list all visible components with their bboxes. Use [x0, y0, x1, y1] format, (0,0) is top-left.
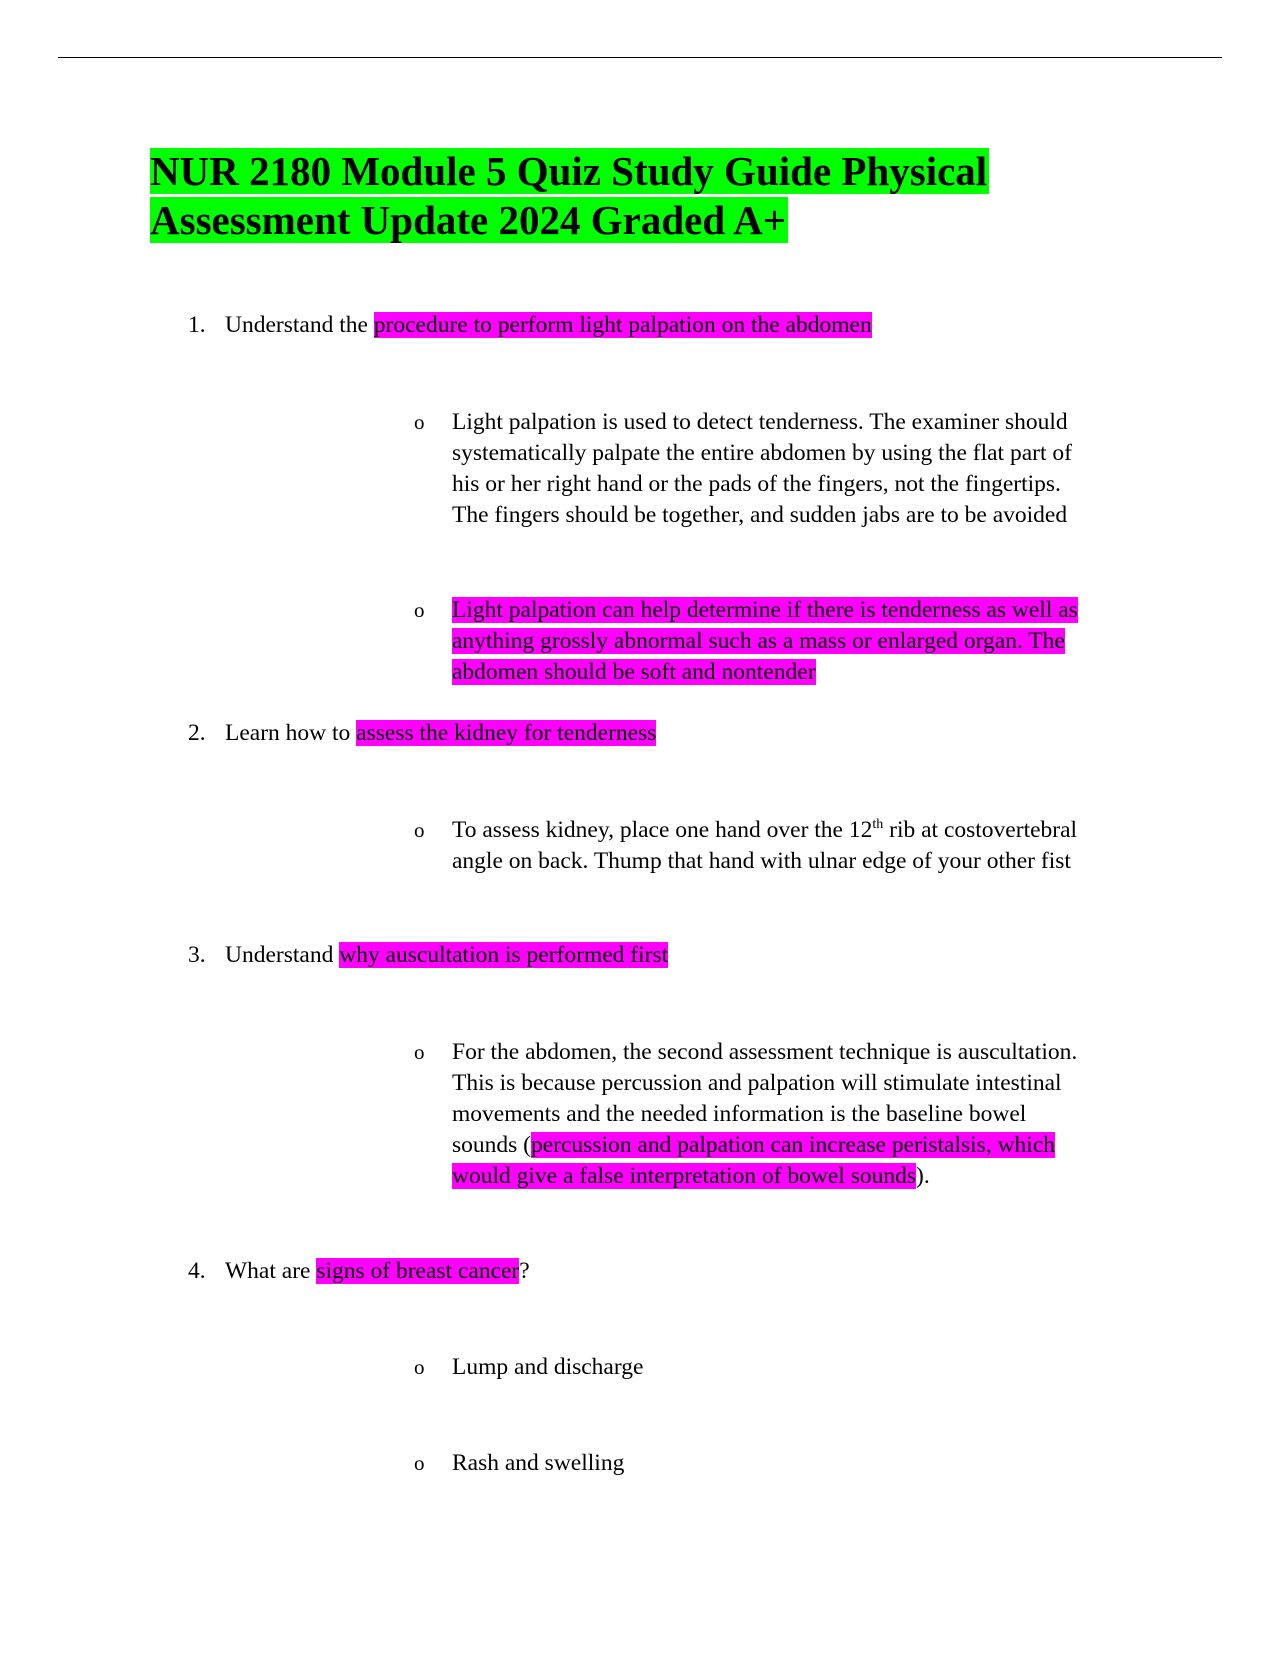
header-rule [58, 57, 1222, 58]
question-highlight: procedure to perform light palpation on the abdomen [373, 312, 872, 338]
question-text: What are [225, 1258, 317, 1284]
bullet-text [452, 1448, 1142, 1479]
question-text: Understand the [225, 312, 374, 338]
question-highlight: why auscultation is performed first [339, 942, 669, 968]
question-number: 1. [188, 312, 206, 338]
bullet-line: sounds (percussion and palpation can increase peristalsis, which [452, 1132, 1056, 1158]
bullet-icon: o [414, 1355, 425, 1379]
question-suffix: ? [519, 1258, 530, 1284]
bullet-line: Light palpation is used to detect tenderness. The examiner should [452, 409, 1068, 435]
question-4 [188, 1256, 530, 1287]
bullet-icon: o [414, 410, 425, 434]
bullet-icon: o [414, 818, 425, 842]
question-number: 2. [188, 720, 206, 746]
bullet-line: anything grossly abnormal such as a mass or enlarged organ. The [452, 628, 1065, 654]
question-3 [188, 940, 668, 971]
bullet-line: abdomen should be soft and nontender [452, 659, 816, 685]
question-number: 4. [188, 1258, 206, 1284]
bullet-line: angle on back. Thump that hand with ulnar edge of your other fist [452, 848, 1071, 874]
title-line-1: NUR 2180 Module 5 Quiz Study Guide Physical [150, 148, 988, 194]
bullet-line: would give a false interpretation of bowel sounds). [452, 1163, 930, 1189]
bullet-line: This is because percussion and palpation will stimulate intestinal [452, 1070, 1062, 1096]
bullet-icon: o [414, 1451, 425, 1475]
bullet-text [452, 407, 1142, 531]
bullet-text [452, 1352, 1142, 1383]
bullet-text [452, 1037, 1142, 1192]
bullet-icon: o [414, 1040, 425, 1064]
bullet-text [452, 595, 1142, 688]
bullet-line: To assess kidney, place one hand over the 12th rib at costovertebral [452, 817, 1078, 843]
bullet-line: Lump and discharge [452, 1354, 644, 1380]
bullet-line: Rash and swelling [452, 1450, 625, 1476]
bullet-line: For the abdomen, the second assessment technique is auscultation. [452, 1039, 1078, 1065]
bullet-line: systematically palpate the entire abdomen by using the flat part of [452, 440, 1072, 466]
bullet-line: The fingers should be together, and sudden jabs are to be avoided [452, 502, 1068, 528]
question-2 [188, 718, 656, 749]
page-title [150, 147, 989, 245]
bullet-icon: o [414, 598, 425, 622]
question-text: Understand [225, 942, 340, 968]
question-number: 3. [188, 942, 206, 968]
bullet-line: movements and the needed information is the baseline bowel [452, 1101, 1027, 1127]
question-highlight: signs of breast cancer [316, 1258, 520, 1284]
bullet-line: Light palpation can help determine if there is tenderness as well as [452, 597, 1078, 623]
title-line-2: Assessment Update 2024 Graded A+ [150, 197, 787, 243]
bullet-line: his or her right hand or the pads of the fingers, not the fingertips. [452, 471, 1061, 497]
question-1 [188, 310, 872, 341]
question-highlight: assess the kidney for tenderness [356, 720, 657, 746]
question-text: Learn how to [225, 720, 357, 746]
bullet-text [452, 815, 1142, 877]
